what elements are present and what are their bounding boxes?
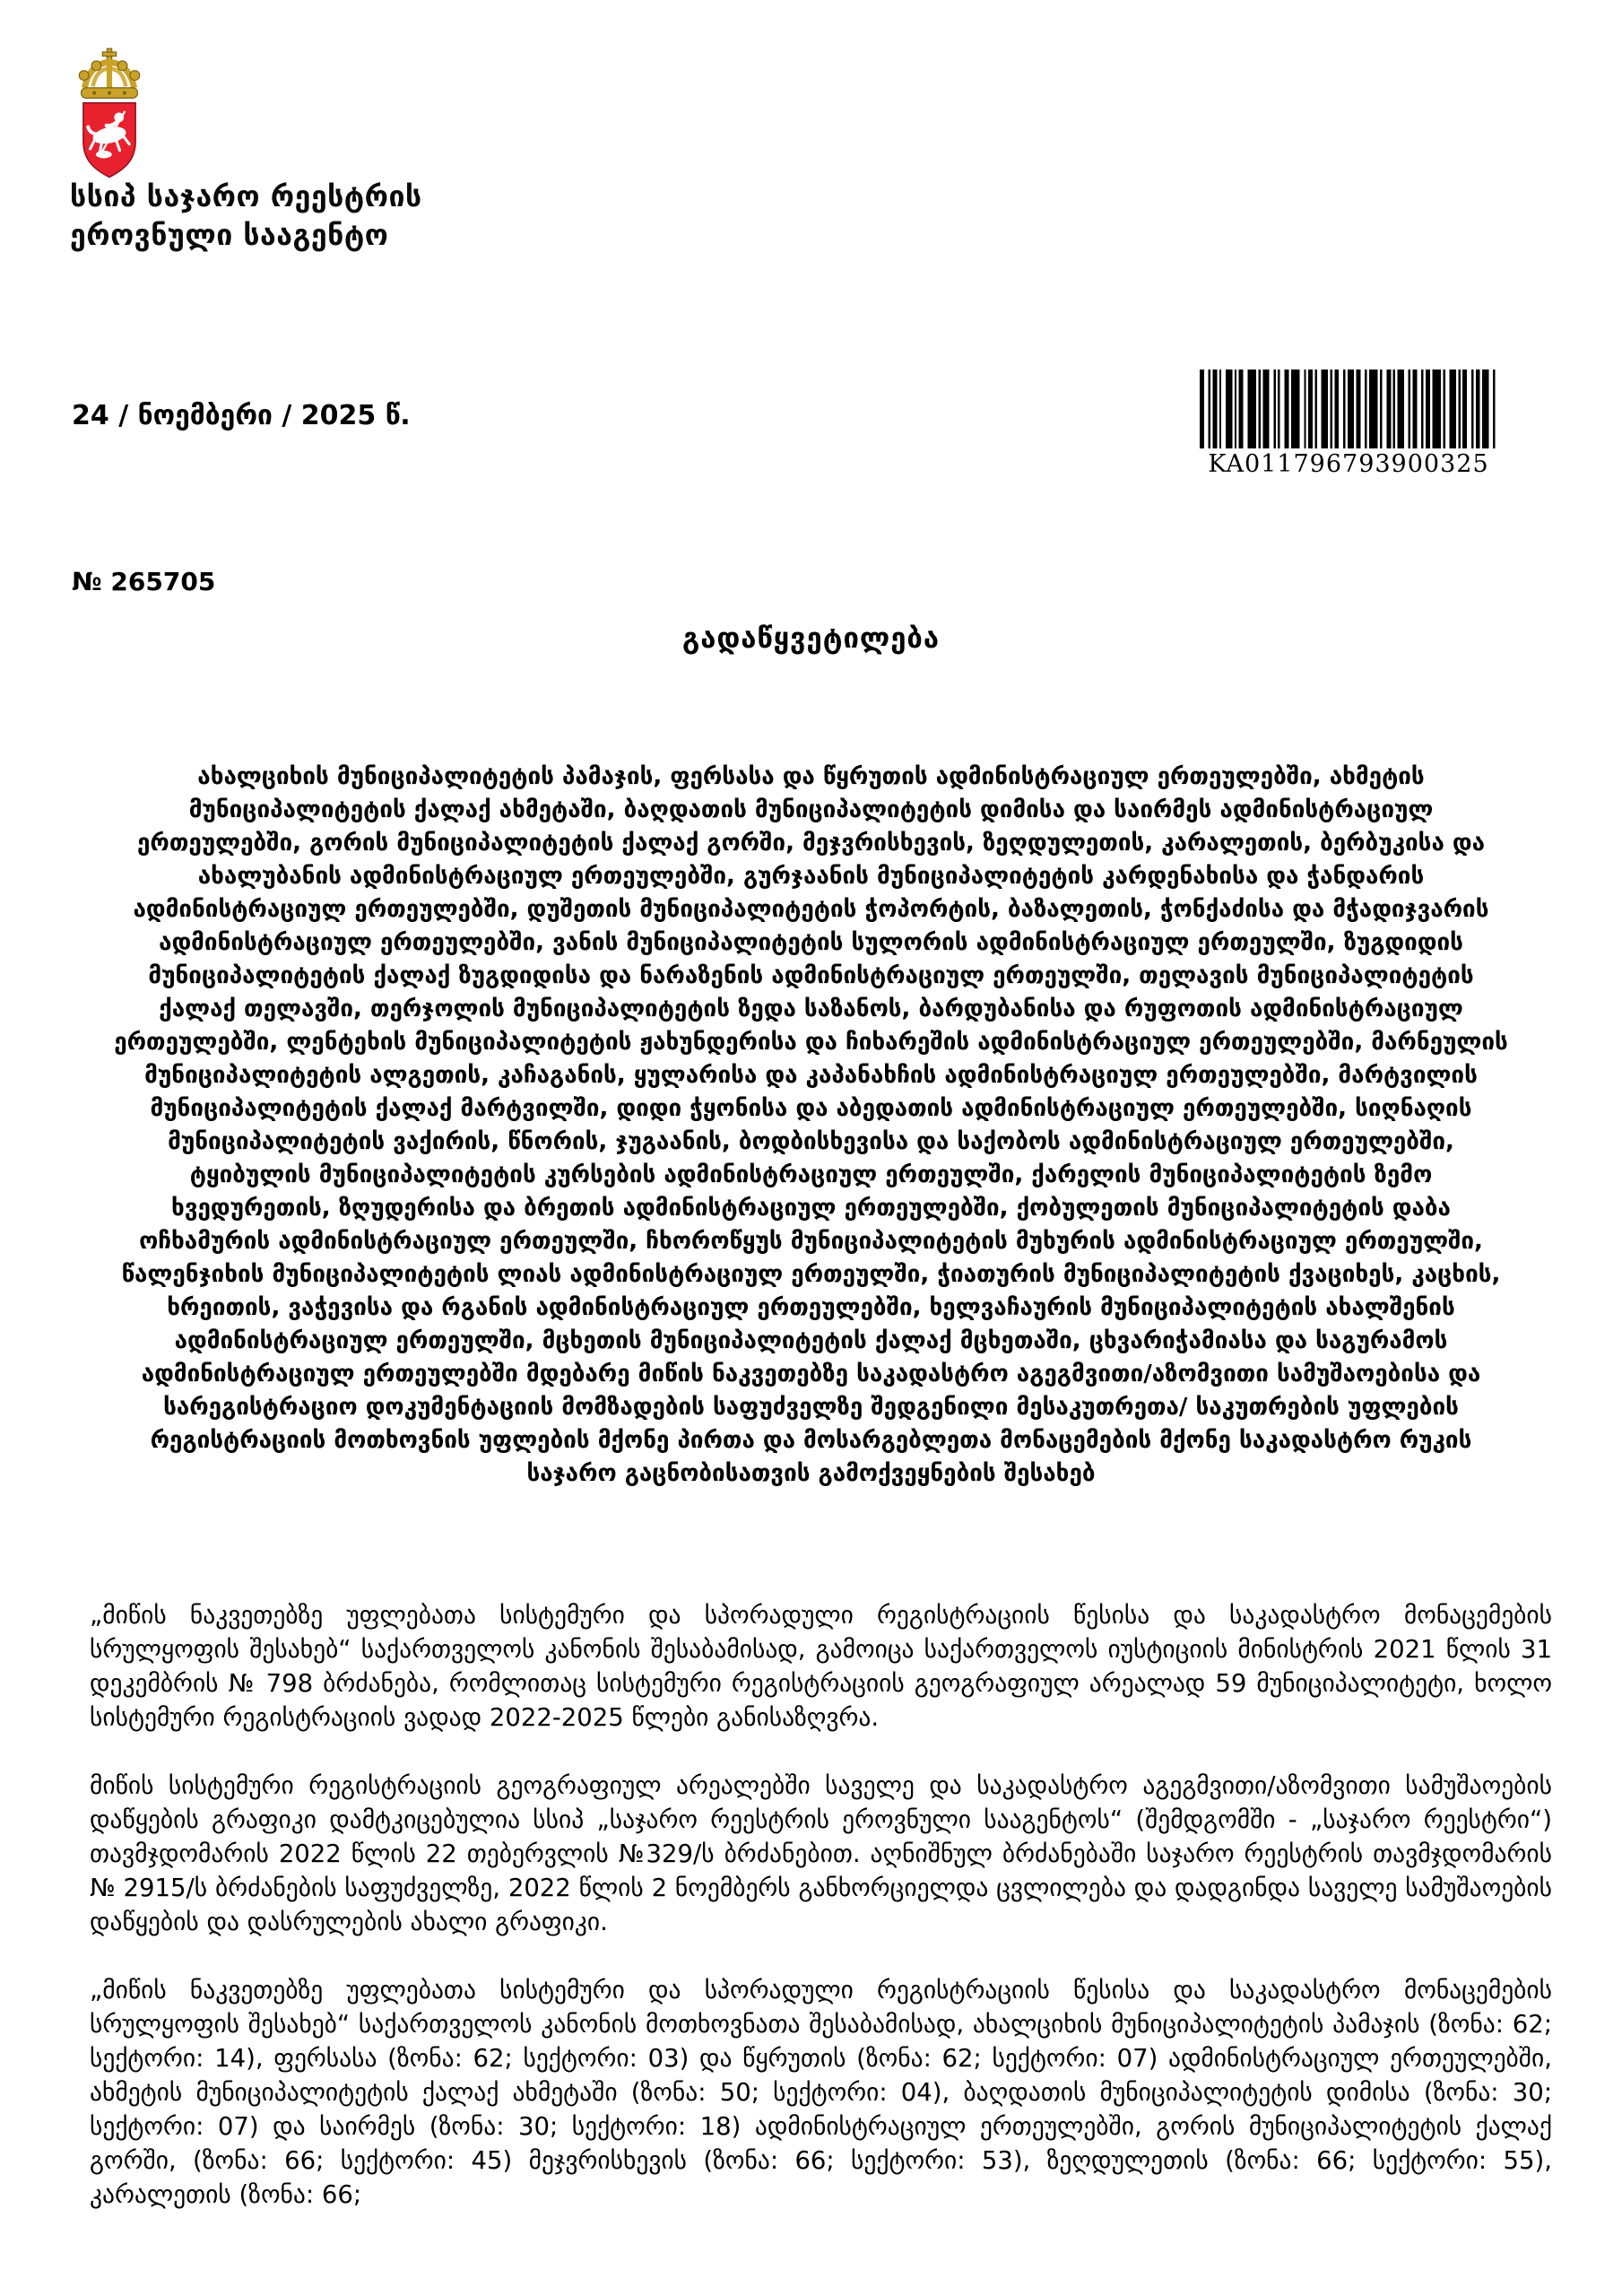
document-body xyxy=(90,1598,1552,2246)
document-number: № 265705 xyxy=(72,567,216,596)
body-paragraph-3: „მიწის ნაკვეთებზე უფლებათა სისტემური და სპორადული რეგისტრაციის წესისა და საკადასტრო მონაცემების სრულყოფის შესახებ“ საქართველოს კანონის მოთხოვნათა შესაბამისად, ახალციხის მუნიციპალიტეტის პამაჯის (ზონა: 62; სექტორი: 14), ფერსასა (ზონა: 62; სექტორი: 03) და წყრუთის (ზონა: 62; სექტორი: 07) ადმინისტრაციულ ერთეულებში, ახმეტის მუნიციპალიტეტის ქალაქ ახმეტაში (ზონა: 50; სექტორი: 04), ბაღდათის მუნიციპალიტეტის დიმისა (ზონა: 30; სექტორი: 07) და საირმეს (ზონა: 30; სექტორი: 18) ადმინისტრაციულ ერთეულებში, გორის მუნიციპალიტეტის ქალაქ გორში, (ზონა: 66; სექტორი: 45) მეჯვრისხევის (ზონა: 66; სექტორი: 53), ზეღდულეთის (ზონა: 66; სექტორი: 55), კარალეთის (ზონა: 66; xyxy=(90,1976,1552,2209)
agency-name-line1: სსიპ საჯარო რეესტრის xyxy=(70,179,422,213)
barcode-block xyxy=(1200,370,1497,478)
body-paragraph-2: მიწის სისტემური რეგისტრაციის გეოგრაფიულ არეალებში საველე და საკადასტრო აგეგმვითი/აზომვითი სამუშაოების დაწყების გრაფიკი დამტკიცებულია სსიპ „საჯარო რეესტრის ეროვნული სააგენტოს“ (შემდგომში - „საჯარო რეესტრი“) თავმჯდომარის 2022 წლის 22 თებერვლის №329/ს ბრძანებით. აღნიშნულ ბრძანებაში საჯარო რეესტრის თავმჯდომარის № 2915/ს ბრძანების საფუძველზე, 2022 წლის 2 ნოემბერს განხორციელდა ცვლილება და დადგინდა საველე სამუშაოების დაწყების და დასრულების ახალი გრაფიკი. xyxy=(90,1771,1552,1936)
barcode-number: KA011796793900325 xyxy=(1208,450,1489,478)
barcode-icon xyxy=(1200,370,1497,448)
agency-name-line2: ეროვნული სააგენტო xyxy=(70,218,389,252)
agency-name xyxy=(70,178,422,255)
document-subject: ახალციხის მუნიციპალიტეტის პამაჯის, ფერსასა და წყრუთის ადმინისტრაციულ ერთეულებში, ახმეტის მუნიციპალიტეტის ქალაქ ახმეტაში, ბაღდათის მუნიციპალიტეტის დიმისა და საირმეს ადმინისტრაციულ ერთეულებში, გორის მუნიციპალიტეტის ქალაქ გორში, მეჯვრისხევის, ზეღდულეთის, კარალეთის, ბერბუკისა და ახალუბანის ადმინისტრაციულ ერთეულებში, გურჯაანის მუნიციპალიტეტის კარდენახისა და ჭანდარის ადმინისტრაციულ ერთეულებში, დუშეთის მუნიციპალიტეტის ჭოპორტის, ბაზალეთის, ჭონქაძისა და მჭადიჯვარის ადმინისტრაციულ ერთეულებში, ვანის მუნიციპალიტეტის სულორის ადმინისტრაციულ ერთეულში, ზუგდიდის მუნიციპალიტეტის ქალაქ ზუგდიდისა და ნარაზენის ადმინისტრაციულ ერთეულში, თელავის მუნიციპალიტეტის ქალაქ თელავში, თერჯოლის მუნიციპალიტეტის ზედა საზანოს, ბარდუბანისა და რუფოთის ადმინისტრაციულ ერთეულებში, ლენტეხის მუნიციპალიტეტის ჟახუნდერისა და ჩიხარეშის ადმინისტრაციულ ერთეულებში, მარნეულის მუნიციპალიტეტის ალგეთის, კაჩაგანის, ყულარისა და კაპანახჩის ადმინისტრაციულ ერთეულებში, მარტვილის მუნიციპალიტეტის ქალაქ მარტვილში, დიდი ჭყონისა და აბედათის ადმინისტრაციულ ერთეულებში, სიღნაღის მუნიციპალიტეტის ვაქირის, წნორის, ჯუგაანის, ბოდბისხევისა და საქობოს ადმინისტრაციულ ერთეულებში, ტყიბულის მუნიციპალიტეტის კურსების ადმინისტრაციულ ერთეულში, ქარელის მუნიციპალიტეტის ზემო ხვედურეთის, ზღუდერისა და ბრეთის ადმინისტრაციულ ერთეულებში, ქობულეთის მუნიციპალიტეტის დაბა ოჩხამურის ადმინისტრაციულ ერთეულში, ჩხოროწყუს მუნიციპალიტეტის მუხურის ადმინისტრაციულ ერთეულში, წალენჯიხის მუნიციპალიტეტის ლიას ადმინისტრაციულ ერთეულში, ჭიათურის მუნიციპალიტეტის ქვაციხეს, კაცხის, ხრეითის, ვაჭევისა და რგანის ადმინისტრაციულ ერთეულებში, ხელვაჩაურის მუნიციპალიტეტის ახალშენის ადმინისტრაციულ ერთეულში, მცხეთის მუნიციპალიტეტის ქალაქ მცხეთაში, ცხვარიჭამიასა და საგურამოს ადმინისტრაციულ ერთეულებში მდებარე მიწის ნაკვეთებზე საკადასტრო აგეგმვითი/აზომვითი სამუშაოებისა და სარეგისტრაციო დოკუმენტაციის მომზადების საფუძველზე შედგენილი მესაკუთრეთა/ საკუთრების უფლების რეგისტრაციის მოთხოვნის უფლების მქონე პირთა და მოსარგებლეთა მონაცემების მქონე საკადასტრო რუკის საჯარო გაცნობისათვის გამოქვეყნების შესახებ xyxy=(114,763,1508,1487)
georgia-coat-of-arms-icon xyxy=(68,47,151,181)
document-title: გადაწყვეტილება xyxy=(681,622,941,655)
document-date: 24 / ნოემბერი / 2025 წ. xyxy=(72,400,411,431)
body-paragraph-1: „მიწის ნაკვეთებზე უფლებათა სისტემური და სპორადული რეგისტრაციის წესისა და საკადასტრო მონაცემების სრულყოფის შესახებ“ საქართველოს კანონის შესაბამისად, გამოიცა საქართველოს იუსტიციის მინისტრის 2021 წლის 31 დეკემბრის № 798 ბრძანება, რომლითაც სისტემური რეგისტრაციის გეოგრაფიულ არეალად 59 მუნიციპალიტეტი, ხოლო სისტემური რეგისტრაციის ვადად 2022-2025 წლები განისაზღვრა. xyxy=(90,1601,1552,1732)
